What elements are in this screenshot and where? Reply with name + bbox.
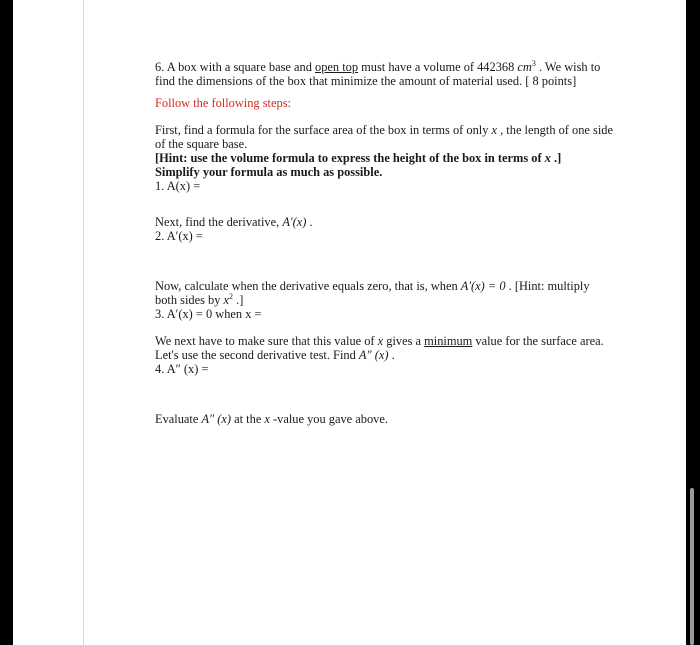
step2-text: Next, find the derivative, A′(x) . — [155, 215, 313, 229]
minimum-underlined: minimum — [424, 334, 473, 348]
open-top-underlined: open top — [315, 60, 359, 74]
step4-answer-line: 4. A″ (x) = — [155, 362, 209, 376]
step4-text-line-2: Let's use the second derivative test. Find A″ (x) . — [155, 348, 395, 362]
step3-text-line-1: Now, calculate when the derivative equals zero, that is, when A′(x) = 0 . [Hint: multiply — [155, 279, 590, 293]
step3-text-line-2: both sides by $x^2$ .] — [155, 291, 244, 307]
scrollbar-thumb[interactable] — [690, 488, 694, 645]
step4-text-line-1: We next have to make sure that this value of x gives a minimum value for the surface area. — [155, 334, 604, 348]
step1-text-line-2: of the square base. — [155, 137, 248, 151]
step1-hint-line-1: [Hint: use the volume formula to express the height of the box in terms of x .] — [155, 151, 562, 165]
question-statement-line-1: 6. A box with a square base and open top must have a volume of 442368 $cm^3$ . We wish to — [155, 58, 601, 74]
step3-answer-line: 3. A′(x) = 0 when x = — [155, 307, 262, 321]
step1-text-line-1: First, find a formula for the surface area of the box in terms of only x , the length of one side — [155, 123, 613, 137]
step2-answer-line: 2. A′(x) = — [155, 229, 203, 243]
question-statement-line-2: find the dimensions of the box that minimize the amount of material used. [ 8 points] — [155, 74, 577, 88]
volume-unit: cm — [517, 60, 532, 74]
question-content — [155, 60, 625, 426]
step5-text: Evaluate A″ (x) at the x -value you gave above. — [155, 412, 388, 426]
follow-steps-heading: Follow the following steps: — [155, 96, 291, 110]
step1-answer-line: 1. A(x) = — [155, 179, 201, 193]
page-gutter-line — [83, 0, 84, 645]
step1-hint-line-2: Simplify your formula as much as possible. — [155, 165, 383, 179]
